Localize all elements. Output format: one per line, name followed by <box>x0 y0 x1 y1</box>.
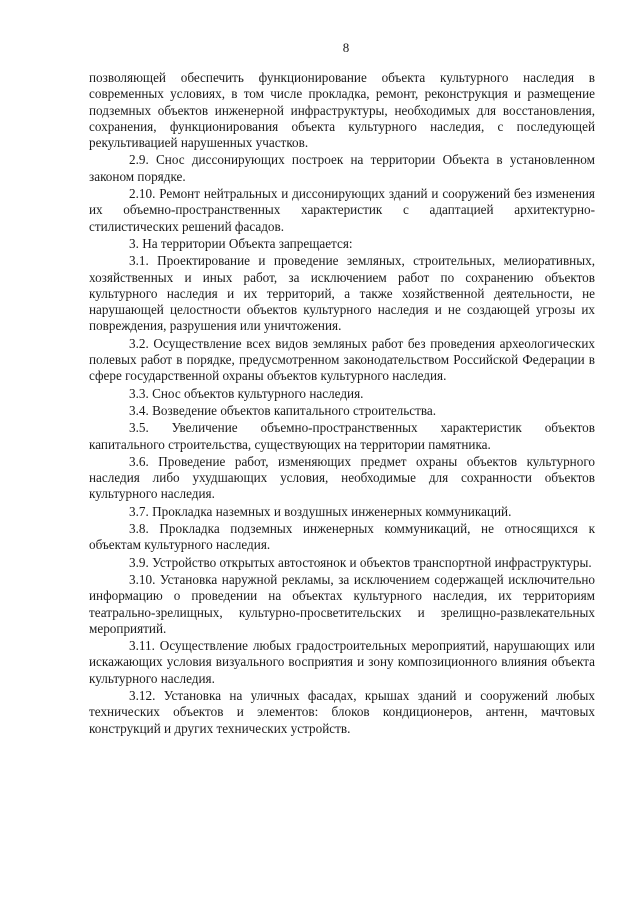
paragraph-3-8: 3.8. Прокладка подземных инженерных коммуникаций, не относящихся к объектам культурного наследия. <box>89 521 595 553</box>
paragraph-2-9: 2.9. Снос диссонирующих построек на территории Объекта в установленном законом порядке. <box>89 152 595 184</box>
paragraph-3-3: 3.3. Снос объектов культурного наследия. <box>129 385 364 401</box>
paragraph-3-12: 3.12. Установка на уличных фасадах, крышах зданий и сооружений любых технических объектов и элементов: блоков кондиционеров, антенн, мачтовых конструкций и других технических устройств. <box>89 687 595 736</box>
section-3-heading: 3. На территории Объекта запрещается: <box>129 235 353 251</box>
document-body <box>89 70 595 737</box>
paragraph-3-5: 3.5. Увеличение объемно-пространственных характеристик объектов капитального строительства, существующих на территории памятника. <box>89 420 595 452</box>
paragraph-3-1: 3.1. Проектирование и проведение земляных, строительных, мелиоративных, хозяйственных и иных работ, за исключением работ по сохранению объектов культурного наследия и их территорий, а также хозяйственной деятельности, не нарушающей целостности объектов культурного наследия и не создающей угрозы их повреждения, разрушения или уничтожения. <box>89 253 595 334</box>
paragraph-3-7: 3.7. Прокладка наземных и воздушных инженерных коммуникаций. <box>129 503 512 519</box>
paragraph-3-11: 3.11. Осуществление любых градостроительных мероприятий, нарушающих или искажающих условия визуального восприятия и зону композиционного влияния объекта культурного наследия. <box>89 638 595 686</box>
paragraph-continuation: позволяющей обеспечить функционирование объекта культурного наследия в современных условиях, в том числе прокладка, ремонт, реконструкция и размещение подземных объектов инженерной инфраструктуры, необходимых для восстановления, сохранения, функционирования объекта культурного наследия, с последующей рекультивацией нарушенных участков. <box>89 70 595 151</box>
paragraph-3-9: 3.9. Устройство открытых автостоянок и объектов транспортной инфраструктуры. <box>129 554 592 570</box>
paragraph-3-2: 3.2. Осуществление всех видов земляных работ без проведения археологических полевых работ в порядке, предусмотренном законодательством Российской Федерации в сфере государственной охраны объектов культурного наследия. <box>89 335 595 384</box>
paragraph-3-10: 3.10. Установка наружной рекламы, за исключением содержащей исключительно информацию о проведении на объектах культурного наследия, их территориям театрально-зрелищных, культурно-просветительских и зрелищно-развлекательных мероприятий. <box>89 571 595 636</box>
page-number: 8 <box>342 40 350 55</box>
paragraph-2-10: 2.10. Ремонт нейтральных и диссонирующих зданий и сооружений без изменения их объемно-пространственных характеристик с адаптацией архитектурно-стилистических решений фасадов. <box>89 186 595 234</box>
paragraph-3-4: 3.4. Возведение объектов капитального строительства. <box>129 402 437 418</box>
paragraph-3-6: 3.6. Проведение работ, изменяющих предмет охраны объектов культурного наследия либо ухудшающих условия, необходимые для сохранности объектов культурного наследия. <box>89 453 595 502</box>
